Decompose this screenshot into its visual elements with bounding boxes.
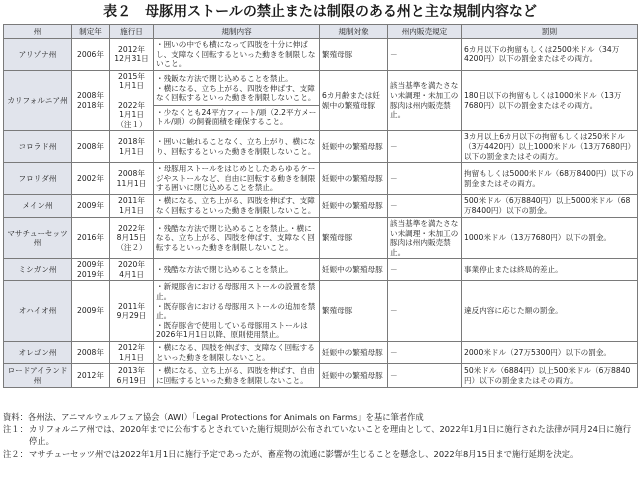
state-name: オレゴン州 [4,342,72,364]
table-title: 表２ 母豚用ストールの禁止または制限のある州と主な規制内容など [103,4,537,20]
penalty: 3カ月以上6カ月以下の拘留もしくは250米ドル（3万4420円）以上1000米ドル（13万7680円）以下の罰金またはその両方。 [462,131,638,163]
sales-rule: － [388,342,462,364]
state-name: ミシガン州 [4,259,72,281]
content-line: ・残酷な方法で閉じ込めることを禁止。 [156,265,293,275]
regulation-target: 妊娠中の繁殖母豚 [320,131,388,163]
enacted-year: 2016年 [72,217,110,258]
regulation-target: 妊娠中の繁殖母豚 [320,194,388,217]
content-line: ・残飯な方法で閉じ込めることを禁止。 [156,74,293,84]
footnote-text: カリフォルニア州では、2020年までに公布するとされていた施行規則が公布されていないことを理由として、2022年1月1日に施行された法律が同月24日に施行停止。 [29,424,632,446]
table-row [4,70,638,131]
state-name: コロラド州 [4,131,72,163]
content-line: ・横になる、四肢を伸ばす、支障なく回転するといった動きを制限しないこと。 [156,343,315,362]
effective-date: 2011年 9月29日 [110,281,154,342]
regulation-content [154,342,320,364]
footnote-label: 注２： [3,449,28,459]
state-name: ロードアイランド州 [4,364,72,388]
table-row [4,281,638,342]
content-list [156,40,317,69]
sales-rule: 該当基準を満たさない未調理・未加工の豚肉は州内販売禁止。 [388,70,462,131]
effective-date: 2012年 1月1日 [110,342,154,364]
state-name: メイン州 [4,194,72,217]
divider [154,105,319,106]
enacted-year: 2008年 2018年 [72,70,110,131]
table-row [4,131,638,163]
regulation-content [154,70,320,131]
regulation-content [154,194,320,217]
enacted-year: 2008年 [72,342,110,364]
content-list [156,343,317,362]
footnote-text: マサチューセッツ州では2022年1月1日に施行予定であったが、畜産物の流通に影響が生じることを懸念し、2022年8月15日まで施行延期を決定。 [29,449,579,459]
penalty: 180日以下の拘留もしくは1000米ドル（13万7680円）以下の罰金またはその両方。 [462,70,638,131]
table-row [4,342,638,364]
regulation-target: 6カ月齢または妊娠中の繁殖母豚 [320,70,388,131]
penalty: 6カ月以下の拘留もしくは2500米ドル（34万4200円）以下の罰金またはその両方。 [462,39,638,71]
table-header-row [4,25,638,39]
content-line: ・囲いの中でも横になって四肢を十分に伸ばし、支障なく回転するといった動きを制限しないこと。 [156,40,316,69]
col-header-penalty: 罰則 [462,25,638,39]
content-list [156,164,317,193]
sales-rule: － [388,194,462,217]
content-list [156,282,317,340]
table-row [4,163,638,195]
regulation-target: 妊娠中の繁殖母豚 [320,259,388,281]
content-line: ・囲いに触れることなく、立ち上がり、横になり、回転するといった動きを制限しないこと。 [156,137,316,156]
penalty: 500米ドル（6万8840円）以上5000米ドル（68万8400円）以下の罰金。 [462,194,638,217]
content-line: ・横になる、立ち上がる、四肢を伸ばす、支障なく回転するといった動きを制限しないこと。 [156,196,316,215]
col-header-state: 州 [4,25,72,39]
penalty: 違反内容に応じた額の罰金。 [462,281,638,342]
state-name: オハイオ州 [4,281,72,342]
col-header-target: 規制対象 [320,25,388,39]
regulation-content [154,364,320,388]
table-row [4,259,638,281]
content-line: ・残酷な方法で閉じ込めることを禁止。・横になる、立ち上がる、四肢を伸ばす、支障なく回転するといった動きを制限しないこと。 [156,223,315,252]
regulation-table [3,24,638,388]
content-line: ・横になる、立ち上がる、四肢を伸ばす、支障なく回転するといった動きを制限しないこと。 [156,83,316,103]
table-row [4,364,638,388]
footnote-label: 注１： [3,424,28,434]
regulation-content [154,131,320,163]
regulation-content [154,259,320,281]
state-name: マサチューセッツ州 [4,217,72,258]
source-note: 資料：各州法、アニマルウェルフェア協会（AWI）「Legal Protections for Animals on Farms」を基に筆者作成 [3,412,424,422]
sales-rule: － [388,131,462,163]
col-header-year: 制定年 [72,25,110,39]
content-list [156,108,317,127]
sales-rule: 該当基準を満たさない未調理・未加工の豚肉は州内販売禁止。 [388,217,462,258]
content-list [156,137,317,156]
content-line: ・新規豚舎における母豚用ストールの設置を禁止。 [156,282,316,302]
penalty: 50米ドル（6884円）以上500米ドル（6万8840円）以下の罰金またはその両方。 [462,364,638,388]
content-line: ・横になる、立ち上がる、四肢を伸ばす、自由に回転するといった動きを制限しないこと。 [156,366,315,385]
content-list [156,224,317,253]
enacted-year: 2009年 [72,194,110,217]
footnote-1 [3,423,637,447]
sales-rule: － [388,281,462,342]
col-header-date: 施行日 [110,25,154,39]
content-list [156,74,317,103]
content-list [156,366,317,385]
penalty: 1000米ドル（13万7680円）以下の罰金。 [462,217,638,258]
penalty: 2000米ドル（27万5300円）以下の罰金。 [462,342,638,364]
regulation-target: 妊娠中の繁殖母豚 [320,163,388,195]
sales-rule: － [388,364,462,388]
effective-date: 2012年 12月31日 [110,39,154,71]
table-row [4,217,638,258]
col-header-content: 規制内容 [154,25,320,39]
state-name: フロリダ州 [4,163,72,195]
effective-date: 2008年 11月1日 [110,163,154,195]
content-line: ・既存豚舎における母豚用ストールの追加を禁止。 [156,301,316,321]
effective-date: 2011年 1月1日 [110,194,154,217]
effective-date: 2020年 4月1日 [110,259,154,281]
regulation-content [154,217,320,258]
table-row [4,39,638,71]
content-list [156,196,317,215]
state-name: カリフォルニア州 [4,70,72,131]
enacted-year: 2002年 [72,163,110,195]
sales-rule: － [388,163,462,195]
regulation-target: 繁殖母豚 [320,281,388,342]
col-header-sales: 州内販売規定 [388,25,462,39]
sales-rule: － [388,259,462,281]
regulation-target: 妊娠中の繁殖母豚 [320,364,388,388]
regulation-content [154,163,320,195]
penalty: 事業停止または終局的差止。 [462,259,638,281]
content-line: ・母豚用ストールをはじめとしたあらゆるケージやストールなど、自由に回転する動きを制限する囲いに閉じ込めることを禁止。 [156,164,316,193]
enacted-year: 2009年 2019年 [72,259,110,281]
enacted-year: 2006年 [72,39,110,71]
content-line: ・既存豚舎で使用している母豚用ストールは2026年1月1日以降、原則使用禁止。 [156,320,308,340]
enacted-year: 2012年 [72,364,110,388]
content-list [156,265,317,275]
content-line: ・少なくとも24平方フィート/頭（2.2平方メートル/頭）の飼養面積を確保すること。 [156,107,317,127]
regulation-target: 繁殖母豚 [320,217,388,258]
regulation-content [154,281,320,342]
effective-date: 2013年 6月19日 [110,364,154,388]
sales-rule: － [388,39,462,71]
regulation-target: 妊娠中の繁殖母豚 [320,342,388,364]
effective-date: 2015年 1月1日 2022年 1月1日 （注１） [110,70,154,131]
regulation-content [154,39,320,71]
enacted-year: 2009年 [72,281,110,342]
enacted-year: 2008年 [72,131,110,163]
effective-date: 2018年 1月1日 [110,131,154,163]
penalty: 拘留もしくは5000米ドル（68万8400円）以下の罰金またはその両方。 [462,163,638,195]
table-row [4,194,638,217]
effective-date: 2022年 8月15日 （注２） [110,217,154,258]
regulation-target: 繁殖母豚 [320,39,388,71]
footnote-2 [3,448,637,460]
state-name: アリゾナ州 [4,39,72,71]
